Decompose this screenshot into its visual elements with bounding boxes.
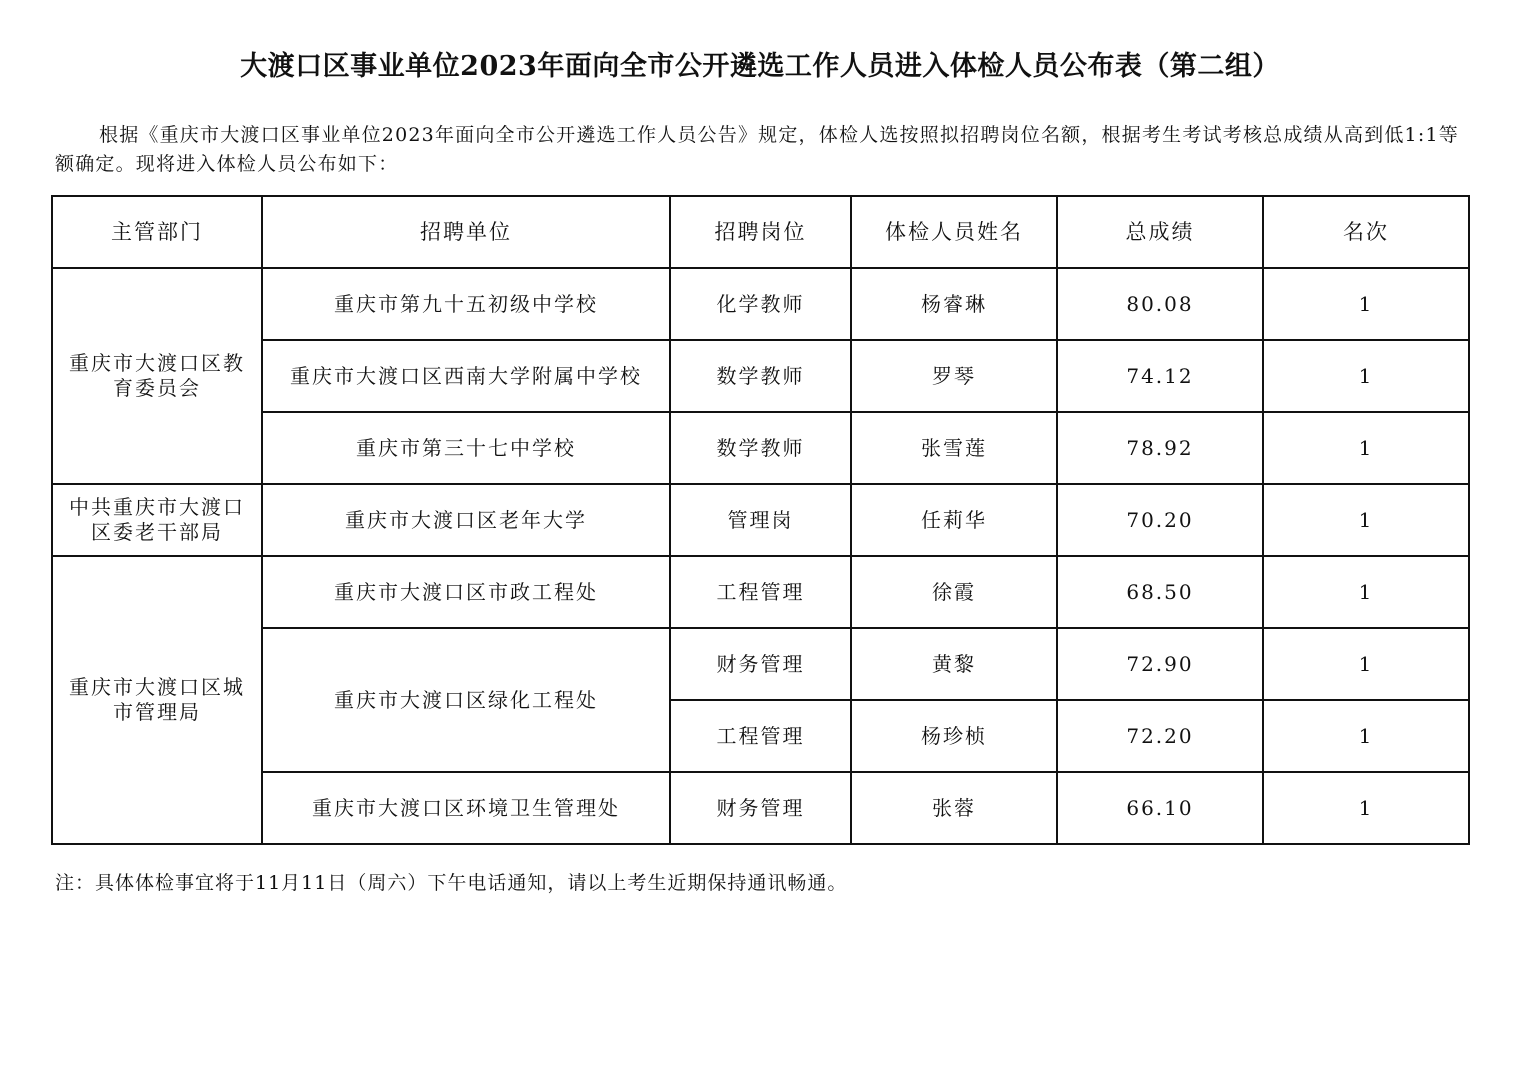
name-cell: 罗琴 (851, 340, 1057, 412)
unit-cell: 重庆市第九十五初级中学校 (262, 268, 670, 340)
department-cell: 中共重庆市大渡口区委老干部局 (52, 484, 262, 556)
footnote: 注：具体体检事宜将于11月11日（周六）下午电话通知，请以上考生近期保持通讯畅通。 (55, 872, 848, 894)
table-row (52, 268, 1469, 340)
intro-paragraph: 根据《重庆市大渡口区事业单位2023年面向全市公开遴选工作人员公告》规定，体检人选按照拟招聘岗位名额，根据考生考试考核总成绩从高到低1:1等额确定。现将进入体检人员公布如下： (55, 124, 1459, 175)
name-cell: 黄黎 (851, 628, 1057, 700)
rank-cell: 1 (1263, 340, 1469, 412)
unit-cell: 重庆市第三十七中学校 (262, 412, 670, 484)
name-cell: 徐霞 (851, 556, 1057, 628)
post-cell: 工程管理 (670, 556, 851, 628)
rank-cell: 1 (1263, 700, 1469, 772)
page-title: 大渡口区事业单位2023年面向全市公开遴选工作人员进入体检人员公布表（第二组） (240, 51, 1280, 82)
header-post: 招聘岗位 (670, 196, 851, 268)
post-cell: 财务管理 (670, 772, 851, 844)
header-name: 体检人员姓名 (851, 196, 1057, 268)
post-cell: 财务管理 (670, 628, 851, 700)
name-cell: 张雪莲 (851, 412, 1057, 484)
rank-cell: 1 (1263, 628, 1469, 700)
name-cell: 杨珍桢 (851, 700, 1057, 772)
department-cell: 重庆市大渡口区教育委员会 (52, 268, 262, 484)
header-unit: 招聘单位 (262, 196, 670, 268)
medical-exam-table (51, 195, 1470, 845)
post-cell: 管理岗 (670, 484, 851, 556)
score-cell: 70.20 (1057, 484, 1263, 556)
table-header-row (52, 196, 1469, 268)
score-cell: 80.08 (1057, 268, 1263, 340)
table-row (52, 556, 1469, 628)
unit-cell: 重庆市大渡口区市政工程处 (262, 556, 670, 628)
rank-cell: 1 (1263, 484, 1469, 556)
post-cell: 工程管理 (670, 700, 851, 772)
score-cell: 68.50 (1057, 556, 1263, 628)
table-row (52, 628, 1469, 700)
post-cell: 数学教师 (670, 412, 851, 484)
score-cell: 72.90 (1057, 628, 1263, 700)
rank-cell: 1 (1263, 556, 1469, 628)
unit-cell: 重庆市大渡口区西南大学附属中学校 (262, 340, 670, 412)
post-cell: 数学教师 (670, 340, 851, 412)
header-department: 主管部门 (52, 196, 262, 268)
rank-cell: 1 (1263, 268, 1469, 340)
unit-cell: 重庆市大渡口区老年大学 (262, 484, 670, 556)
table-row (52, 484, 1469, 556)
score-cell: 74.12 (1057, 340, 1263, 412)
name-cell: 张蓉 (851, 772, 1057, 844)
table-row (52, 772, 1469, 844)
score-cell: 66.10 (1057, 772, 1263, 844)
table-row (52, 412, 1469, 484)
name-cell: 任莉华 (851, 484, 1057, 556)
department-cell: 重庆市大渡口区城市管理局 (52, 556, 262, 844)
rank-cell: 1 (1263, 772, 1469, 844)
unit-cell: 重庆市大渡口区绿化工程处 (262, 628, 670, 772)
rank-cell: 1 (1263, 412, 1469, 484)
score-cell: 78.92 (1057, 412, 1263, 484)
table-row (52, 340, 1469, 412)
post-cell: 化学教师 (670, 268, 851, 340)
header-score: 总成绩 (1057, 196, 1263, 268)
name-cell: 杨睿琳 (851, 268, 1057, 340)
header-rank: 名次 (1263, 196, 1469, 268)
unit-cell: 重庆市大渡口区环境卫生管理处 (262, 772, 670, 844)
score-cell: 72.20 (1057, 700, 1263, 772)
